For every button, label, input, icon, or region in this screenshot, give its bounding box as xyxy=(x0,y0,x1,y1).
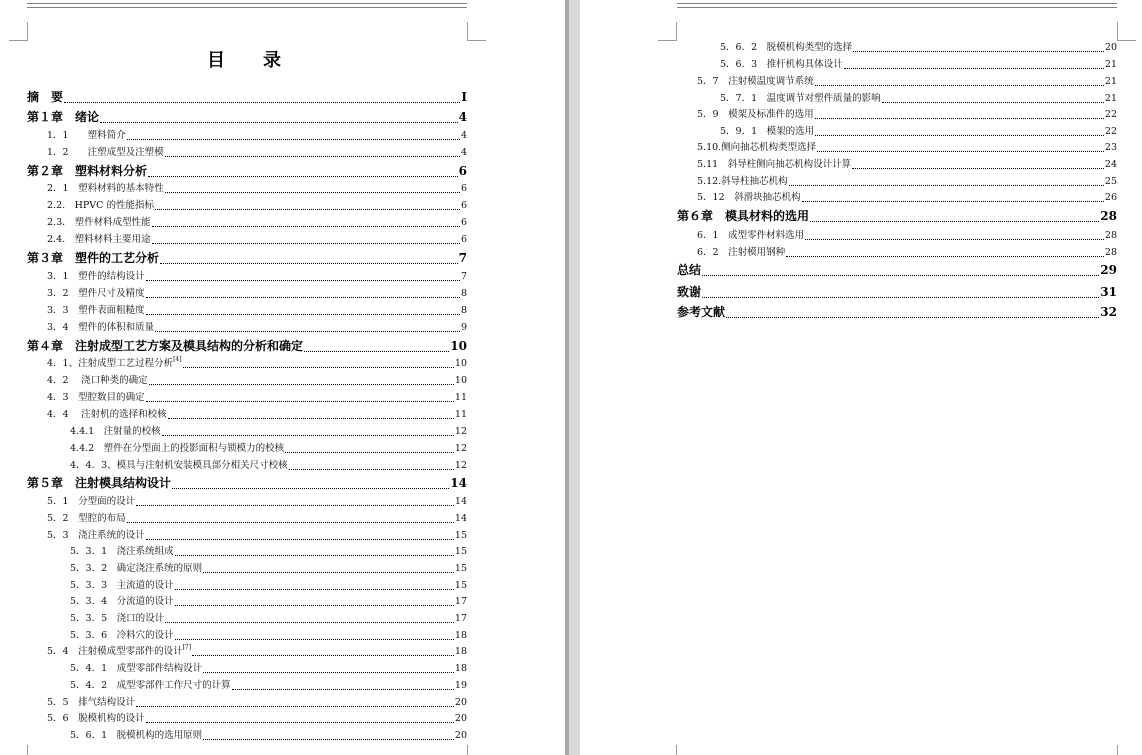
toc-page-number: 21 xyxy=(1104,59,1117,70)
toc-section-entry[interactable] xyxy=(47,303,467,318)
toc-title-part1: 目 xyxy=(207,50,227,71)
toc-entry-text: 5．4．2 成型零部件工作尺寸的计算 xyxy=(70,680,231,691)
toc-entry-text: 5.12.斜导柱抽芯机构 xyxy=(697,176,788,187)
dot-leader xyxy=(203,572,454,573)
toc-section-entry[interactable] xyxy=(720,91,1117,106)
toc-entry-text: 5．6．2 脱模机构类型的选择 xyxy=(720,42,853,53)
toc-entry-label xyxy=(70,458,288,473)
toc-page-number: 18 xyxy=(454,663,467,674)
toc-section-entry[interactable] xyxy=(47,215,467,230)
toc-entry-text: 4．4．3、模具与注射机安装模具部分相关尺寸校核 xyxy=(70,460,288,471)
toc-entry-label xyxy=(720,40,852,55)
toc-page-number: 29 xyxy=(1100,263,1117,277)
toc-page-number: 15 xyxy=(454,580,467,591)
toc-entry-label xyxy=(47,232,151,247)
toc-section-entry[interactable] xyxy=(70,728,467,743)
toc-entry-label xyxy=(27,250,159,267)
toc-entry-text: 6．2 注射模用钢种 xyxy=(697,247,786,258)
toc-section-entry[interactable] xyxy=(70,424,467,439)
toc-entry-label xyxy=(70,544,174,559)
toc-page-number: 10 xyxy=(454,375,467,386)
dot-leader xyxy=(285,452,454,453)
document-page-left xyxy=(0,0,565,755)
toc-entry-label xyxy=(70,561,202,576)
toc-entry-label xyxy=(47,373,148,388)
toc-entry-label xyxy=(47,269,145,284)
toc-entry-text: 致谢 xyxy=(677,285,702,299)
dot-leader xyxy=(802,201,1104,202)
toc-entry-label xyxy=(47,356,182,371)
toc-entry-label xyxy=(27,89,63,106)
dot-leader xyxy=(136,706,454,707)
toc-chapter-entry[interactable] xyxy=(677,284,1117,301)
dot-leader xyxy=(815,118,1104,119)
toc-section-entry[interactable] xyxy=(47,356,467,371)
toc-entry-label xyxy=(697,190,801,205)
toc-entry-text: 5．7 注射模温度调节系统 xyxy=(697,76,814,87)
toc-entry-label xyxy=(697,140,816,155)
dot-leader xyxy=(192,655,454,656)
toc-entry-label xyxy=(677,284,701,301)
toc-section-entry[interactable] xyxy=(70,458,467,473)
toc-entry-label xyxy=(70,424,161,439)
toc-page-number: 11 xyxy=(454,409,467,420)
toc-entry-label xyxy=(70,678,231,693)
dot-leader xyxy=(152,243,460,244)
dot-leader xyxy=(852,168,1104,169)
toc-page-number: 9 xyxy=(460,322,467,333)
dot-leader xyxy=(175,605,454,606)
toc-entry-text: 第５章 注射模具结构设计 xyxy=(27,476,172,490)
toc-entry-text: 摘 要 xyxy=(27,90,64,104)
toc-entry-label xyxy=(697,174,788,189)
dot-leader xyxy=(100,122,458,123)
dot-leader xyxy=(175,639,454,640)
toc-chapter-entry[interactable] xyxy=(27,250,467,267)
toc-page-number: 12 xyxy=(454,426,467,437)
toc-entry-text: 3．4 塑件的体积和质量 xyxy=(47,322,155,333)
toc-entry-text: 5．12 斜滑块抽芯机构 xyxy=(697,192,801,203)
toc-page-number: 6 xyxy=(460,217,467,228)
toc-section-entry[interactable] xyxy=(47,644,467,659)
toc-entry-label xyxy=(677,304,725,321)
toc-page-number: 7 xyxy=(460,271,467,282)
toc-entry-label xyxy=(70,661,202,676)
toc-entry-text: 4.4.1 注射量的校核 xyxy=(70,426,161,437)
toc-page-number: 17 xyxy=(454,613,467,624)
dot-leader xyxy=(146,280,460,281)
toc-entry-label xyxy=(47,303,145,318)
toc-entry-label xyxy=(720,57,843,72)
toc-page-number: 18 xyxy=(454,630,467,641)
toc-section-entry[interactable] xyxy=(47,198,467,213)
toc-entry-label xyxy=(47,198,154,213)
toc-section-entry[interactable] xyxy=(47,390,467,405)
dot-leader xyxy=(175,589,454,590)
toc-entry-text: 5．4 注射模成型零部件的设计 xyxy=(47,646,183,657)
toc-section-entry[interactable] xyxy=(70,544,467,559)
toc-title-part2: 录 xyxy=(263,50,283,71)
toc-entry-text: 5．3．5 浇口的设计 xyxy=(70,613,165,624)
crop-mark-top-right xyxy=(467,22,486,41)
toc-section-entry[interactable] xyxy=(47,269,467,284)
toc-page-number: 12 xyxy=(454,443,467,454)
dot-leader xyxy=(702,275,1099,276)
toc-entry-text: 第３章 塑件的工艺分析 xyxy=(27,251,160,265)
toc-section-entry[interactable] xyxy=(70,561,467,576)
dot-leader xyxy=(127,139,460,140)
toc-entry-label xyxy=(47,145,164,160)
dot-leader xyxy=(203,672,454,673)
toc-entry-label xyxy=(27,163,147,180)
toc-entry-text: 5．3．2 确定浇注系统的原则 xyxy=(70,563,203,574)
toc-entry-text: 1．2 注塑成型及注塑模 xyxy=(47,147,164,158)
toc-section-entry[interactable] xyxy=(47,511,467,526)
toc-section-entry[interactable] xyxy=(70,628,467,643)
toc-page-number: 25 xyxy=(1104,176,1117,187)
document-page-right xyxy=(580,0,1142,755)
toc-page-number: 21 xyxy=(1104,76,1117,87)
toc-entry-label xyxy=(697,157,851,172)
dot-leader xyxy=(289,469,454,470)
toc-page-number: 22 xyxy=(1104,109,1117,120)
toc-entry-label xyxy=(47,286,145,301)
toc-page-number: 17 xyxy=(454,596,467,607)
toc-entry-label xyxy=(677,262,701,279)
toc-page-number: 6 xyxy=(460,200,467,211)
toc-page-number: 10 xyxy=(454,358,467,369)
toc-entry-text: 3．1 塑件的结构设计 xyxy=(47,271,145,282)
toc-page-number: 15 xyxy=(454,530,467,541)
toc-entry-text: 5．3．1 浇注系统组成 xyxy=(70,546,174,557)
dot-leader xyxy=(127,522,454,523)
header-rule xyxy=(677,3,1117,8)
toc-section-entry[interactable] xyxy=(70,578,467,593)
crop-mark-top-left xyxy=(9,22,28,41)
crop-mark-top-right xyxy=(1117,22,1136,41)
toc-page-number: 4 xyxy=(458,110,467,124)
toc-page-number: 15 xyxy=(454,546,467,557)
toc-entry-label xyxy=(720,91,881,106)
toc-entry-text: 5．7．1 温度调节对塑件质量的影响 xyxy=(720,93,881,104)
toc-section-entry[interactable] xyxy=(47,695,467,710)
toc-entry-text: 4．4 注射机的选择和校核 xyxy=(47,409,167,420)
toc-page-number: 7 xyxy=(458,251,467,265)
toc-entry-text: 5．3．3 主流道的设计 xyxy=(70,580,174,591)
toc-section-entry[interactable] xyxy=(47,145,467,160)
dot-leader xyxy=(155,209,460,210)
toc-entry-text: 2.2. HPVC 的性能指标 xyxy=(47,200,154,211)
toc-chapter-entry[interactable] xyxy=(677,262,1117,279)
dot-leader xyxy=(789,185,1104,186)
crop-mark-bottom-right xyxy=(467,745,486,755)
toc-entry-text: 1．1 塑料简介 xyxy=(47,130,126,141)
toc-entry-text: 4．2 浇口种类的确定 xyxy=(47,375,148,386)
toc-page-number: 6 xyxy=(460,183,467,194)
dot-leader xyxy=(165,156,460,157)
toc-entry-text: 5．3．6 冷料穴的设计 xyxy=(70,630,174,641)
toc-section-entry[interactable] xyxy=(47,407,467,422)
toc-section-entry[interactable] xyxy=(47,373,467,388)
toc-entry-label xyxy=(27,338,303,355)
dot-leader xyxy=(155,331,460,332)
toc-section-entry[interactable] xyxy=(47,128,467,143)
toc-entry-label xyxy=(70,578,174,593)
toc-entry-text: 参考文献 xyxy=(677,305,726,319)
toc-section-entry[interactable] xyxy=(47,320,467,335)
toc-entry-label xyxy=(697,74,814,89)
toc-section-entry[interactable] xyxy=(47,494,467,509)
toc-entry-label xyxy=(47,215,151,230)
toc-page-number: 14 xyxy=(454,513,467,524)
toc-section-entry[interactable] xyxy=(70,594,467,609)
toc-section-entry[interactable] xyxy=(697,107,1117,122)
toc-chapter-entry[interactable] xyxy=(27,163,467,180)
toc-entry-label xyxy=(47,390,145,405)
dot-leader xyxy=(844,68,1104,69)
toc-entry-text: 第４章 注射成型工艺方案及模具结构的分析和确定 xyxy=(27,339,304,353)
crop-mark-bottom-left xyxy=(658,745,677,755)
dot-leader xyxy=(726,317,1099,318)
toc-page-number: 20 xyxy=(454,713,467,724)
toc-entry-label xyxy=(47,494,135,509)
toc-chapter-entry[interactable] xyxy=(27,475,467,492)
toc-entry-label xyxy=(70,611,164,626)
dot-leader xyxy=(786,256,1104,257)
dot-leader xyxy=(165,192,460,193)
toc-page-number: 26 xyxy=(1104,192,1117,203)
toc-section-entry[interactable] xyxy=(70,661,467,676)
dot-leader xyxy=(815,135,1104,136)
toc-entry-text: 5．3．4 分流道的设计 xyxy=(70,596,174,607)
toc-page-number: 11 xyxy=(454,392,467,403)
toc-entry-text: 5．9 模架及标准件的选用 xyxy=(697,109,814,120)
dot-leader xyxy=(152,226,460,227)
toc-section-entry[interactable] xyxy=(697,245,1117,260)
toc-section-entry[interactable] xyxy=(70,611,467,626)
toc-entry-label xyxy=(677,208,809,225)
dot-leader xyxy=(805,239,1104,240)
toc-entry-label xyxy=(47,181,164,196)
toc-entry-text: 4.4.2 塑件在分型面上的投影面积与锁模力的校核 xyxy=(70,443,285,454)
toc-page-number: 8 xyxy=(460,305,467,316)
toc-page-number: 14 xyxy=(454,496,467,507)
toc-page-number: 28 xyxy=(1104,230,1117,241)
toc-section-entry[interactable] xyxy=(697,140,1117,155)
toc-page-number: 19 xyxy=(454,680,467,691)
toc-entry-text: 2．1 塑料材料的基本特性 xyxy=(47,183,164,194)
toc-entry-label xyxy=(47,528,145,543)
dot-leader xyxy=(175,555,454,556)
toc-entry-label xyxy=(697,245,785,260)
page-gap-shadow xyxy=(565,0,569,755)
toc-section-entry[interactable] xyxy=(697,228,1117,243)
toc-entry-label xyxy=(70,628,174,643)
toc-section-entry[interactable] xyxy=(697,157,1117,172)
dot-leader xyxy=(702,297,1099,298)
header-rule xyxy=(27,3,467,8)
toc-page-number: 15 xyxy=(454,563,467,574)
toc-entry-text: 5．2 型腔的布局 xyxy=(47,513,126,524)
crop-mark-top-left xyxy=(658,22,677,41)
toc-page-number: 4 xyxy=(460,130,467,141)
toc-page-number: 6 xyxy=(460,234,467,245)
citation-superscript: [7] xyxy=(182,644,192,651)
dot-leader xyxy=(146,297,460,298)
dot-leader xyxy=(146,722,454,723)
dot-leader xyxy=(815,85,1104,86)
toc-entry-label xyxy=(27,475,171,492)
toc-page-number: 28 xyxy=(1104,247,1117,258)
toc-page-number: 20 xyxy=(454,697,467,708)
toc-entry-label xyxy=(720,124,814,139)
toc-chapter-entry[interactable] xyxy=(27,109,467,126)
dot-leader xyxy=(203,739,454,740)
dot-leader xyxy=(232,689,454,690)
dot-leader xyxy=(810,221,1099,222)
toc-page-number: 24 xyxy=(1104,159,1117,170)
toc-entry-text: 4．3 型腔数目的确定 xyxy=(47,392,145,403)
toc-entry-label xyxy=(697,228,804,243)
toc-chapter-entry[interactable] xyxy=(27,338,467,355)
toc-section-entry[interactable] xyxy=(720,40,1117,55)
dot-leader xyxy=(183,367,454,368)
toc-entry-label xyxy=(47,320,154,335)
toc-section-entry[interactable] xyxy=(47,232,467,247)
toc-entry-text: 6．1 成型零件材料选用 xyxy=(697,230,805,241)
toc-page-number: 8 xyxy=(460,288,467,299)
toc-section-entry[interactable] xyxy=(720,124,1117,139)
toc-entry-text: 第６章 模具材料的选用 xyxy=(677,209,810,223)
toc-entry-text: 5．6 脱模机构的设计 xyxy=(47,713,145,724)
toc-title xyxy=(0,46,490,72)
toc-entry-label xyxy=(47,644,191,659)
crop-mark-bottom-left xyxy=(9,745,28,755)
toc-chapter-entry[interactable] xyxy=(27,89,467,106)
toc-page-number: 12 xyxy=(454,460,467,471)
dot-leader xyxy=(882,102,1104,103)
toc-entry-label xyxy=(70,728,202,743)
dot-leader xyxy=(172,488,449,489)
dot-leader xyxy=(146,539,454,540)
toc-entry-text: 4．1、注射成型工艺过程分析 xyxy=(47,358,174,369)
dot-leader xyxy=(136,505,454,506)
toc-section-entry[interactable] xyxy=(697,190,1117,205)
toc-entry-label xyxy=(27,109,99,126)
toc-entry-label xyxy=(70,441,284,456)
toc-entry-label xyxy=(697,107,814,122)
toc-page-number: 20 xyxy=(1104,42,1117,53)
toc-page-number: 32 xyxy=(1100,305,1117,319)
dot-leader xyxy=(146,401,454,402)
toc-section-entry[interactable] xyxy=(47,181,467,196)
toc-section-entry[interactable] xyxy=(47,286,467,301)
toc-chapter-entry[interactable] xyxy=(677,208,1117,225)
toc-entry-label xyxy=(47,511,126,526)
toc-section-entry[interactable] xyxy=(697,174,1117,189)
toc-entry-text: 3．3 塑件表面粗糙度 xyxy=(47,305,145,316)
toc-page-number: 20 xyxy=(454,730,467,741)
toc-section-entry[interactable] xyxy=(70,441,467,456)
toc-entry-label xyxy=(47,407,167,422)
toc-entry-text: 5．9．1 模架的选用 xyxy=(720,126,815,137)
toc-page-number: I xyxy=(461,90,467,104)
toc-page-number: 4 xyxy=(460,147,467,158)
toc-entry-label xyxy=(47,128,126,143)
dot-leader xyxy=(168,418,454,419)
toc-chapter-entry[interactable] xyxy=(677,304,1117,321)
dot-leader xyxy=(165,622,454,623)
dot-leader xyxy=(817,151,1104,152)
dot-leader xyxy=(146,314,460,315)
toc-page-number: 28 xyxy=(1100,209,1117,223)
toc-page-number: 10 xyxy=(450,339,467,353)
toc-entry-label xyxy=(47,711,145,726)
toc-page-number: 23 xyxy=(1104,142,1117,153)
toc-entry-text: 第１章 绪论 xyxy=(27,110,100,124)
toc-entry-text: 5．6．1 脱模机构的选用原则 xyxy=(70,730,203,741)
toc-page-number: 21 xyxy=(1104,93,1117,104)
crop-mark-bottom-right xyxy=(1117,745,1136,755)
toc-page-number: 14 xyxy=(450,476,467,490)
toc-entry-text: 5．6．3 推杆机构具体设计 xyxy=(720,59,843,70)
toc-entry-text: 5．4．1 成型零部件结构设计 xyxy=(70,663,203,674)
dot-leader xyxy=(148,176,458,177)
dot-leader xyxy=(853,51,1104,52)
toc-section-entry[interactable] xyxy=(47,528,467,543)
toc-section-entry[interactable] xyxy=(47,711,467,726)
toc-entry-text: 3．2 塑件尺寸及精度 xyxy=(47,288,145,299)
toc-page-number: 18 xyxy=(454,646,467,657)
toc-section-entry[interactable] xyxy=(697,74,1117,89)
toc-entry-label xyxy=(70,594,174,609)
toc-entry-label xyxy=(47,695,135,710)
toc-entry-text: 2.4. 塑料材料主要用途 xyxy=(47,234,151,245)
citation-superscript: [4] xyxy=(173,356,182,363)
dot-leader xyxy=(64,102,460,103)
toc-page-number: 31 xyxy=(1100,285,1117,299)
toc-entry-text: 5．5 排气结构设计 xyxy=(47,697,136,708)
toc-entry-text: 5．3 浇注系统的设计 xyxy=(47,530,145,541)
toc-entry-text: 5.11 斜导柱侧向抽芯机构设计计算 xyxy=(697,159,852,170)
dot-leader xyxy=(149,384,454,385)
toc-entry-text: 第２章 塑料材料分析 xyxy=(27,164,148,178)
toc-entry-text: 5．1 分型面的设计 xyxy=(47,496,136,507)
dot-leader xyxy=(160,263,458,264)
toc-entry-text: 2.3. 塑件材料成型性能 xyxy=(47,217,151,228)
dot-leader xyxy=(162,435,454,436)
toc-entry-text: 总结 xyxy=(677,263,702,277)
toc-entry-text: 5.10.侧向抽芯机构类型选择 xyxy=(697,142,817,153)
toc-section-entry[interactable] xyxy=(720,57,1117,72)
toc-page-number: 22 xyxy=(1104,126,1117,137)
toc-page-number: 6 xyxy=(458,164,467,178)
toc-section-entry[interactable] xyxy=(70,678,467,693)
dot-leader xyxy=(304,351,449,352)
